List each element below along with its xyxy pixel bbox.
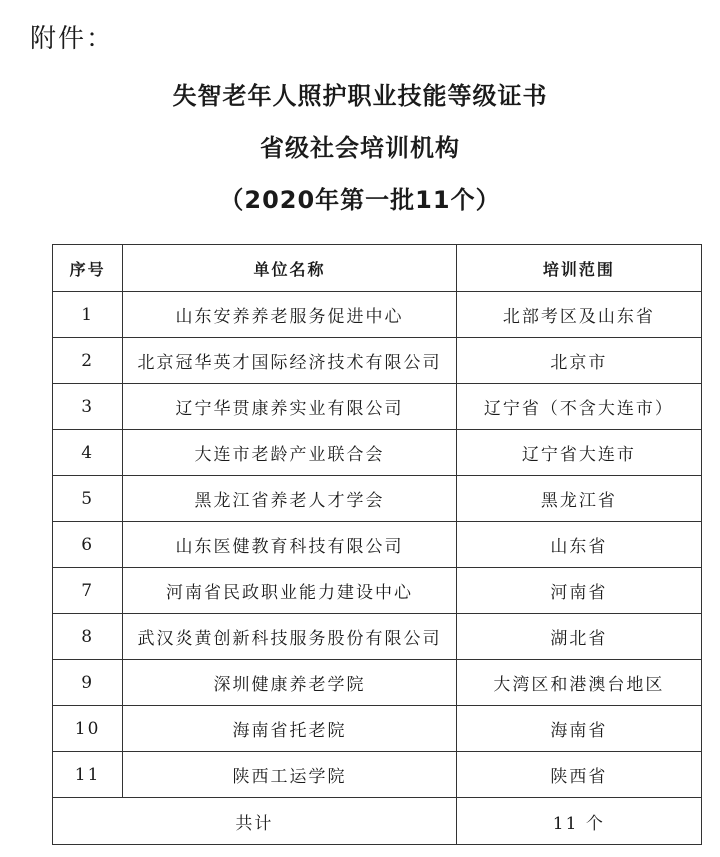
row-institution-name: 陕西工运学院	[123, 752, 456, 798]
row-training-scope: 北部考区及山东省	[456, 292, 701, 338]
row-institution-name: 辽宁华贯康养实业有限公司	[123, 384, 456, 430]
row-training-scope: 湖北省	[456, 614, 701, 660]
total-value: 11 个	[456, 798, 701, 845]
row-training-scope: 辽宁省大连市	[456, 430, 701, 476]
table-header-row	[53, 245, 702, 292]
table-row	[53, 614, 702, 660]
table-row	[53, 706, 702, 752]
row-index: 10	[53, 706, 123, 752]
table-row	[53, 752, 702, 798]
header-scope: 培训范围	[456, 245, 701, 292]
header-name: 单位名称	[123, 245, 456, 292]
row-institution-name: 武汉炎黄创新科技服务股份有限公司	[123, 614, 456, 660]
row-index: 6	[53, 522, 123, 568]
institution-table	[52, 244, 702, 845]
row-training-scope: 北京市	[456, 338, 701, 384]
row-institution-name: 北京冠华英才国际经济技术有限公司	[123, 338, 456, 384]
total-row	[53, 798, 702, 845]
row-index: 8	[53, 614, 123, 660]
row-institution-name: 海南省托老院	[123, 706, 456, 752]
table-row	[53, 476, 702, 522]
row-index: 3	[53, 384, 123, 430]
row-training-scope: 辽宁省（不含大连市）	[456, 384, 701, 430]
row-index: 11	[53, 752, 123, 798]
row-training-scope: 陕西省	[456, 752, 701, 798]
row-institution-name: 山东安养养老服务促进中心	[123, 292, 456, 338]
total-label: 共计	[53, 798, 457, 845]
row-institution-name: 深圳健康养老学院	[123, 660, 456, 706]
row-training-scope: 大湾区和港澳台地区	[456, 660, 701, 706]
table-row	[53, 430, 702, 476]
document-title: 失智老年人照护职业技能等级证书	[172, 82, 548, 110]
attachment-label: 附件：	[30, 24, 115, 54]
table-row	[53, 384, 702, 430]
row-training-scope: 黑龙江省	[456, 476, 701, 522]
row-institution-name: 河南省民政职业能力建设中心	[123, 568, 456, 614]
table-row	[53, 568, 702, 614]
batch-label: （2020年第一批11个）	[219, 186, 501, 214]
row-index: 4	[53, 430, 123, 476]
row-training-scope: 山东省	[456, 522, 701, 568]
table-row	[53, 522, 702, 568]
row-index: 2	[53, 338, 123, 384]
row-index: 1	[53, 292, 123, 338]
row-index: 7	[53, 568, 123, 614]
row-index: 5	[53, 476, 123, 522]
row-institution-name: 黑龙江省养老人才学会	[123, 476, 456, 522]
row-training-scope: 河南省	[456, 568, 701, 614]
document-subtitle: 省级社会培训机构	[260, 134, 460, 162]
header-index: 序号	[53, 245, 123, 292]
row-training-scope: 海南省	[456, 706, 701, 752]
row-index: 9	[53, 660, 123, 706]
row-institution-name: 大连市老龄产业联合会	[123, 430, 456, 476]
table-row	[53, 338, 702, 384]
table-row	[53, 660, 702, 706]
row-institution-name: 山东医健教育科技有限公司	[123, 522, 456, 568]
table-row	[53, 292, 702, 338]
